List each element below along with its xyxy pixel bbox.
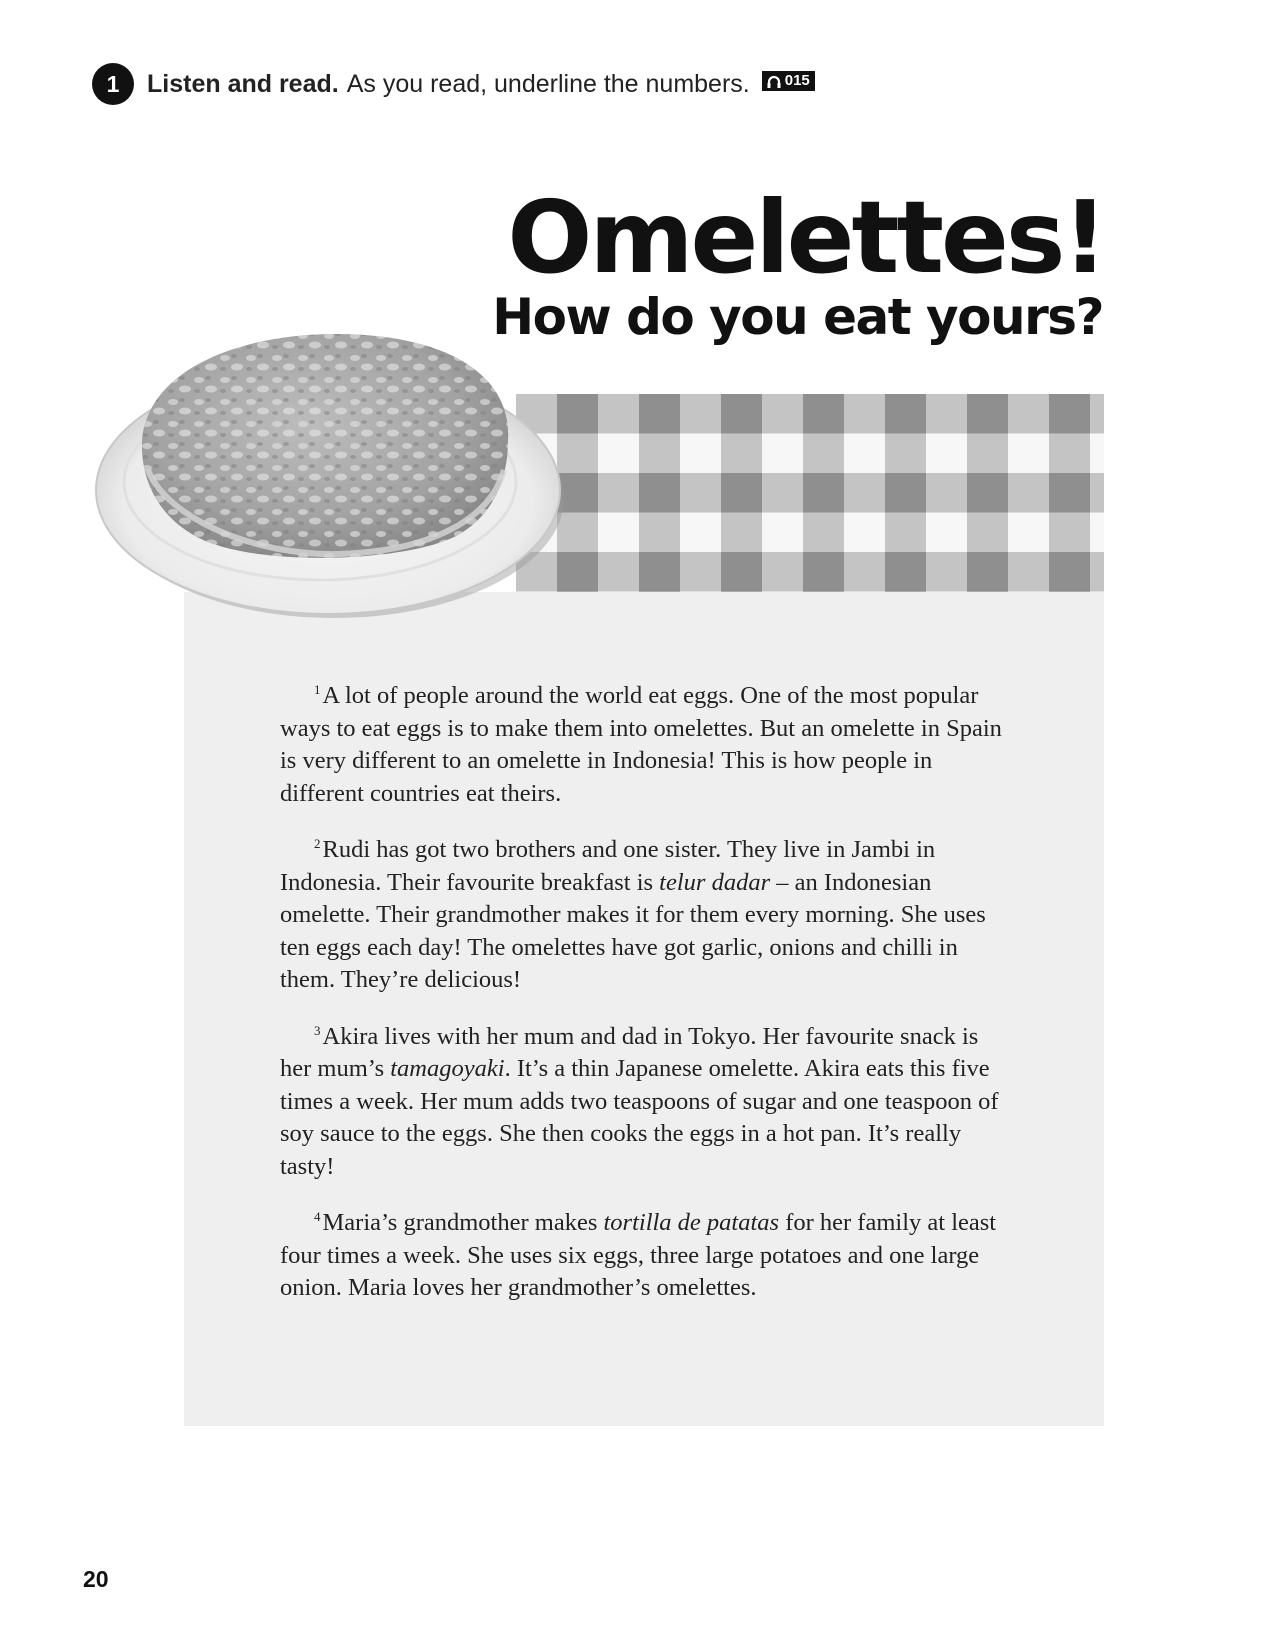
step-number-badge: 1 (92, 63, 134, 105)
dish-name: tortilla de patatas (603, 1209, 780, 1236)
instruction-text: As you read, underline the numbers. (346, 69, 750, 98)
paragraph-text: for her family at least four times a week. She uses six eggs, three large potatoes and one large onion. Maria loves her grandmother’s omelettes. (280, 1209, 997, 1301)
paragraph-number: 4 (314, 1209, 321, 1224)
paragraph-number: 2 (314, 836, 321, 851)
page-number: 20 (83, 1566, 109, 1592)
paragraph-number: 1 (314, 682, 321, 697)
gingham-banner (516, 394, 1104, 592)
omelette-plate-image (88, 330, 570, 626)
instruction-bold: Listen and read. (147, 69, 339, 98)
audio-track-badge[interactable] (762, 71, 815, 91)
instruction-line (92, 62, 815, 106)
story-paragraph (280, 1207, 1010, 1305)
paragraph-text: Maria’s grandmother makes (322, 1209, 604, 1236)
story-text (280, 680, 1010, 1329)
story-paragraph (280, 1021, 1010, 1184)
page-title: Omelettes! (507, 179, 1105, 296)
paragraph-text: Akira lives with her mum and dad in Tokyo. Her favourite snack is her mum’s (280, 1022, 979, 1082)
dish-name: telur dadar (659, 868, 771, 896)
story-paragraph (280, 834, 1010, 997)
page-subtitle: How do you eat yours? (492, 288, 1103, 346)
paragraph-number: 3 (314, 1022, 321, 1038)
dish-name: tamagoyaki (390, 1055, 505, 1082)
paragraph-text: – an Indonesian omelette. Their grandmother makes it for them every morning. She uses ten eggs each day! The omelettes have got garlic, onions and chilli in them. They’re delicious! (280, 868, 986, 993)
paragraph-text: Rudi has got two brothers and one sister. They live in Jambi in Indonesia. Their favourite breakfast is (280, 836, 936, 896)
paragraph-text: A lot of people around the world eat eggs. One of the most popular ways to eat eggs is to make them into omelettes. But an omelette in Spain is very different to an omelette in Indonesia! This is how people in different countries eat theirs. (280, 682, 1002, 807)
headphones-icon (767, 75, 781, 88)
story-paragraph (280, 680, 1010, 810)
paragraph-text: . It’s a thin Japanese omelette. Akira eats this five times a week. Her mum adds two teaspoons of sugar and one teaspoon of soy sauce to the eggs. She then cooks the eggs in a hot pan. It’s really tasty! (280, 1055, 999, 1180)
audio-track-number: 015 (784, 72, 810, 89)
